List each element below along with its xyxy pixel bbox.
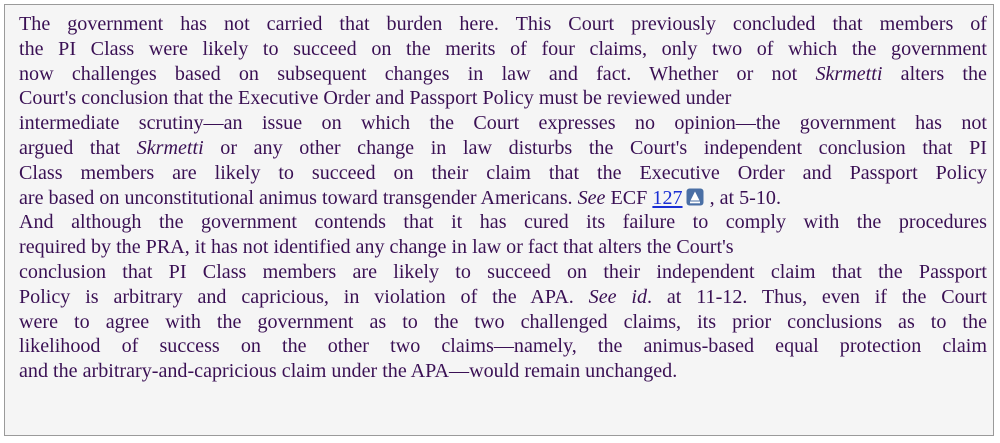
case-name-italic: Skrmetti [136, 136, 204, 159]
text-line-6 [19, 136, 987, 161]
text-segment: or any other change in law disturbs the Court's independent conclusion that PI [220, 136, 987, 159]
signal-see-italic: See [577, 186, 606, 209]
text-line-9: And although the government contends that it has cured its failure to comply with the procedures [19, 211, 987, 234]
text-line-8 [19, 186, 987, 211]
text-segment: argued that [19, 136, 121, 159]
text-line-11: conclusion that PI Class members are likely to succeed on their independent claim that the Passport [19, 260, 987, 283]
ecf-127-link[interactable]: 127 [652, 186, 683, 209]
text-line-10: required by the PRA, it has not identified any change in law or fact that alters the Court's [19, 236, 734, 259]
text-line-4: Court's conclusion that the Executive Order and Passport Policy must be reviewed under [19, 87, 732, 110]
text-line-14: likelihood of success on the other two claims—namely, the animus-based equal protection claim [19, 335, 987, 358]
text-line-5: intermediate scrutiny—an issue on which the Court expresses no opinion—the government has not [19, 112, 987, 135]
document-download-icon[interactable] [686, 188, 704, 206]
text-line-15: and the arbitrary-and-capricious claim under the APA—would remain unchanged. [19, 360, 678, 383]
text-segment: now challenges based on subsequent changes in law and fact. Whether or not [19, 62, 798, 85]
case-name-italic: Skrmetti [815, 62, 883, 85]
text-segment: Policy is arbitrary and capricious, in violation of the APA. [19, 285, 574, 308]
text-segment: are based on unconstitutional animus toward transgender Americans. [19, 186, 573, 209]
text-line-2: the PI Class were likely to succeed on the merits of four claims, only two of which the government [19, 37, 987, 60]
text-line-13: were to agree with the government as to the two challenged claims, its prior conclusions as to the [19, 310, 987, 333]
text-line-1: The government has not carried that burden here. This Court previously concluded that members of [19, 13, 987, 35]
text-line-12 [19, 285, 987, 310]
text-line-7: Class members are likely to succeed on their claim that the Executive Order and Passport Policy [19, 161, 987, 184]
opinion-paragraph [19, 12, 987, 384]
opinion-excerpt-box [4, 4, 994, 436]
text-segment: . at 11-12. Thus, even if the Court [647, 285, 987, 308]
text-segment: ECF [610, 186, 648, 209]
text-segment: alters the [900, 62, 987, 85]
text-line-3 [19, 62, 987, 87]
text-segment: , at 5-10. [709, 186, 781, 209]
signal-see-id-italic: See id [588, 285, 648, 308]
